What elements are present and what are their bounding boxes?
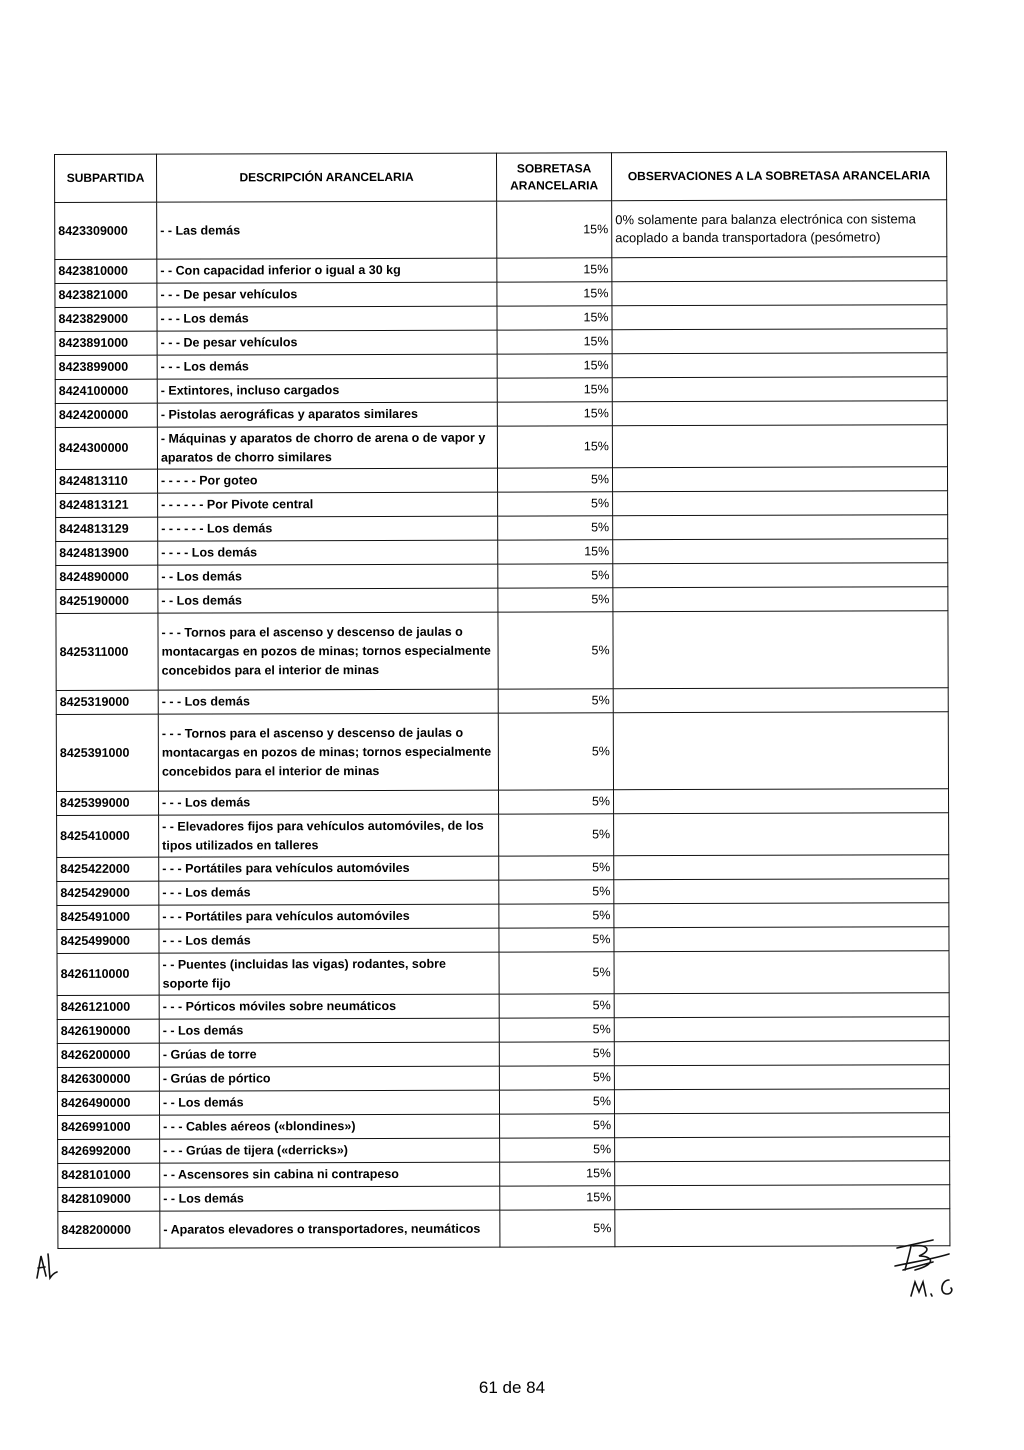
sobretasa-cell: 5% [499,1042,614,1066]
sobretasa-cell: 5% [499,994,614,1018]
descripcion-cell: - - Elevadores fijos para vehículos automóviles, de los tipos utilizados en talleres [159,814,499,857]
descripcion-cell: - - - Los demás [159,928,499,953]
descripcion-cell: - - - De pesar vehículos [157,330,497,355]
table-row [56,491,948,518]
subpartida-cell: 8424813129 [56,517,158,541]
subpartida-cell: 8425499000 [57,929,159,953]
table-row [57,879,949,906]
observaciones-cell [613,587,948,612]
sobretasa-cell: 15% [497,378,612,402]
table-row [55,467,947,494]
table-row [57,927,949,954]
table-row [55,401,947,428]
descripcion-cell: - - Puentes (incluidas las vigas) rodantes, sobre soporte fijo [159,952,499,995]
descripcion-cell: - - - - Los demás [158,540,498,565]
table-row [57,1089,949,1116]
subpartida-cell: 8425422000 [57,857,159,881]
descripcion-cell: - - - Grúas de tijera («derricks») [160,1138,500,1163]
descripcion-cell: - - - Cables aéreos («blondines») [160,1114,500,1139]
observaciones-cell [613,712,948,790]
sobretasa-cell: 15% [497,282,612,306]
observaciones-cell [615,1185,950,1210]
observaciones-cell [613,515,948,540]
descripcion-cell: - - - - - Por goteo [157,468,497,493]
table-header-row [55,152,947,203]
sobretasa-cell: 5% [498,516,613,540]
descripcion-cell: - - Los demás [160,1186,500,1211]
sobretasa-cell: 15% [497,354,612,378]
sobretasa-cell: 5% [499,1018,614,1042]
descripcion-cell: - - Los demás [158,564,498,589]
sobretasa-cell: 5% [497,468,612,492]
observaciones-cell [614,951,949,994]
table-row [56,688,948,715]
table-row [56,539,948,566]
table-row [57,951,949,996]
subpartida-cell: 8428101000 [58,1163,160,1187]
descripcion-cell: - - - Los demás [157,306,497,331]
observaciones-cell [613,563,948,588]
observaciones-cell [612,401,947,426]
sobretasa-cell: 15% [497,426,612,468]
descripcion-cell: - - Con capacidad inferior o igual a 30 kg [157,258,497,283]
subpartida-cell: 8425491000 [57,905,159,929]
table-row [55,329,947,356]
table-row [55,281,947,308]
descripcion-cell: - - - Los demás [157,354,497,379]
sobretasa-cell: 15% [497,258,612,282]
observaciones-cell [614,927,949,952]
header-sobretasa-line2: ARANCELARIA [510,177,599,193]
sobretasa-cell: 5% [498,564,613,588]
sobretasa-cell: 5% [499,880,614,904]
descripcion-cell: - Grúas de torre [159,1042,499,1067]
observaciones-cell [612,281,947,306]
descripcion-cell: - - - De pesar vehículos [157,282,497,307]
subpartida-cell: 8425391000 [56,714,158,791]
subpartida-cell: 8424890000 [56,565,158,589]
table-row [56,611,948,691]
sobretasa-cell: 5% [498,713,613,790]
observaciones-cell [612,425,947,468]
table-row [57,813,949,858]
subpartida-cell: 8426992000 [58,1139,160,1163]
descripcion-cell: - Pistolas aerográficas y aparatos similares [157,402,497,427]
subpartida-cell: 8423810000 [55,259,157,283]
sobretasa-cell: 5% [499,814,614,856]
subpartida-cell: 8424300000 [55,427,157,469]
subpartida-cell: 8428109000 [58,1187,160,1211]
header-descripcion: DESCRIPCIÓN ARANCELARIA [157,153,497,202]
handwritten-initials-left [33,1250,59,1282]
sobretasa-cell: 5% [499,1090,614,1114]
table-row [56,587,948,614]
observaciones-cell [614,879,949,904]
subpartida-cell: 8423899000 [55,355,157,379]
table-row [57,903,949,930]
table-row [58,1137,950,1164]
subpartida-cell: 8423309000 [55,202,157,259]
descripcion-cell: - Grúas de pórtico [159,1066,499,1091]
sobretasa-cell: 5% [499,952,614,994]
descripcion-cell: - - - Tornos para el ascenso y descenso de jaulas o montacargas en pozos de minas; tornos especialmente concebidos para el interior de minas [158,713,498,791]
descripcion-cell: - - - Los demás [159,790,499,815]
observaciones-cell [613,611,948,689]
subpartida-cell: 8425190000 [56,589,158,613]
descripcion-cell: - - - Portátiles para vehículos automóviles [159,856,499,881]
sobretasa-cell: 15% [497,306,612,330]
sobretasa-cell: 5% [498,689,613,713]
subpartida-cell: 8423821000 [55,283,157,307]
descripcion-cell: - - - - - - Por Pivote central [158,492,498,517]
observaciones-cell [612,377,947,402]
descripcion-cell: - - - Los demás [159,880,499,905]
subpartida-cell: 8426991000 [58,1115,160,1139]
subpartida-cell: 8426490000 [57,1091,159,1115]
subpartida-cell: 8423829000 [55,307,157,331]
sobretasa-cell: 15% [497,402,612,426]
observaciones-cell [614,1065,949,1090]
table-row [58,1209,950,1249]
descripcion-cell: - - Los demás [158,588,498,613]
sobretasa-cell: 5% [498,612,613,689]
subpartida-cell: 8423891000 [55,331,157,355]
header-observaciones: OBSERVACIONES A LA SOBRETASA ARANCELARIA [611,152,946,201]
descripcion-cell: - Aparatos elevadores o transportadores, neumáticos [160,1210,500,1248]
table-row [57,1065,949,1092]
sobretasa-cell: 15% [500,1186,615,1210]
sobretasa-cell: 5% [500,1138,615,1162]
observaciones-cell [613,491,948,516]
subpartida-cell: 8424100000 [55,379,157,403]
handwritten-signature-right [893,1236,963,1300]
observaciones-cell [612,305,947,330]
table-row [55,353,947,380]
descripcion-cell: - - - Portátiles para vehículos automóviles [159,904,499,929]
subpartida-cell: 8424813121 [56,493,158,517]
descripcion-cell: - - Los demás [159,1090,499,1115]
observaciones-cell [615,1137,950,1162]
sobretasa-cell: 15% [497,201,612,258]
descripcion-cell: - Máquinas y aparatos de chorro de arena o de vapor y aparatos de chorro similares [157,426,497,469]
subpartida-cell: 8425429000 [57,881,159,905]
observaciones-cell [614,903,949,928]
subpartida-cell: 8424813110 [55,469,157,493]
subpartida-cell: 8426110000 [57,953,159,995]
sobretasa-cell: 15% [498,540,613,564]
sobretasa-cell: 5% [498,588,613,612]
observaciones-cell [613,688,948,713]
descripcion-cell: - - - Tornos para el ascenso y descenso de jaulas o montacargas en pozos de minas; tornos especialmente concebidos para el interior de minas [158,612,498,690]
descripcion-cell: - - Las demás [157,201,497,259]
table-row [55,377,947,404]
descripcion-cell: - - Los demás [159,1018,499,1043]
sobretasa-cell: 5% [499,790,614,814]
table-row [56,515,948,542]
table-row [55,257,947,284]
sobretasa-cell: 5% [498,492,613,516]
header-sobretasa-line1: SOBRETASA [516,160,592,176]
observaciones-cell [612,257,947,282]
descripcion-cell: - - - Pórticos móviles sobre neumáticos [159,994,499,1019]
tariff-table [54,151,950,1249]
subpartida-cell: 8425410000 [57,815,159,857]
descripcion-cell: - Extintores, incluso cargados [157,378,497,403]
table-row [55,305,947,332]
table-body [55,200,950,1249]
observaciones-cell [612,353,947,378]
sobretasa-cell: 5% [500,1114,615,1138]
observaciones-cell [614,1017,949,1042]
subpartida-cell: 8424200000 [55,403,157,427]
table-row [57,789,949,816]
table-row [55,425,947,470]
sobretasa-cell: 5% [499,904,614,928]
subpartida-cell: 8428200000 [58,1211,160,1248]
table-row [57,1041,949,1068]
descripcion-cell: - - Ascensores sin cabina ni contrapeso [160,1162,500,1187]
subpartida-cell: 8425319000 [56,690,158,714]
observaciones-cell [614,993,949,1018]
descripcion-cell: - - - Los demás [158,689,498,714]
table-row [56,563,948,590]
observaciones-cell [613,539,948,564]
observaciones-cell [614,1041,949,1066]
header-subpartida: SUBPARTIDA [55,154,157,202]
observaciones-cell [614,1089,949,1114]
observaciones-cell: 0% solamente para balanza electrónica con sistema acoplado a banda transportadora (pesómetro) [612,200,947,258]
sobretasa-cell: 5% [499,856,614,880]
table-row [57,855,949,882]
table-row [58,1161,950,1188]
subpartida-cell: 8425311000 [56,613,158,690]
observaciones-cell [614,789,949,814]
table-row [58,1185,950,1212]
observaciones-cell [614,813,949,856]
sobretasa-cell: 15% [500,1162,615,1186]
table-row [56,712,948,792]
table-row [55,200,947,260]
observaciones-cell [615,1113,950,1138]
table-row [57,1017,949,1044]
table-row [57,993,949,1020]
observaciones-cell [612,467,947,492]
sobretasa-cell: 5% [500,1210,615,1247]
subpartida-cell: 8426300000 [57,1067,159,1091]
subpartida-cell: 8426200000 [57,1043,159,1067]
subpartida-cell: 8425399000 [57,791,159,815]
sobretasa-cell: 5% [499,928,614,952]
table-row [58,1113,950,1140]
subpartida-cell: 8426121000 [57,995,159,1019]
subpartida-cell: 8426190000 [57,1019,159,1043]
observaciones-cell [615,1161,950,1186]
sobretasa-cell: 5% [499,1066,614,1090]
descripcion-cell: - - - - - - Los demás [158,516,498,541]
observaciones-cell [612,329,947,354]
header-sobretasa [496,153,611,201]
sobretasa-cell: 15% [497,330,612,354]
observaciones-cell [614,855,949,880]
subpartida-cell: 8424813900 [56,541,158,565]
page-number: 61 de 84 [478,1378,546,1397]
